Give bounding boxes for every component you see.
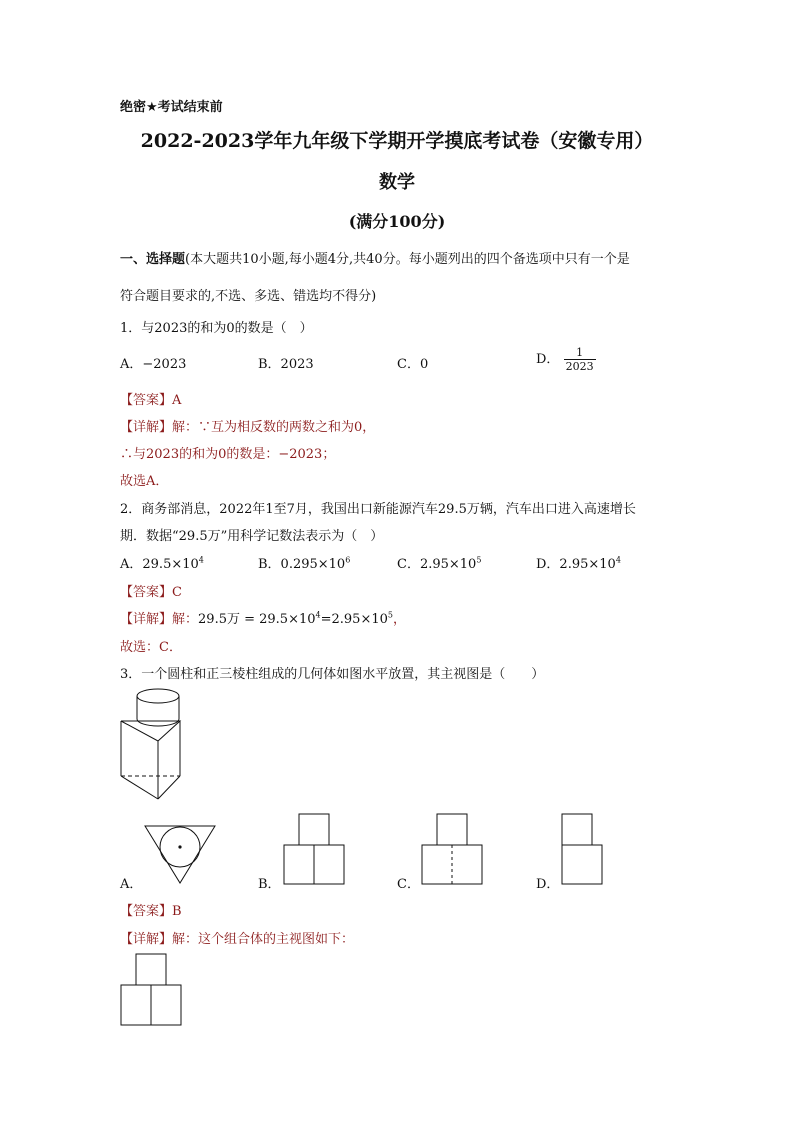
answer-value: A <box>172 393 182 408</box>
detail-tag: 【详解】 <box>120 932 173 947</box>
detail-tag: 【详解】 <box>120 420 173 435</box>
exponent: 4 <box>315 610 321 620</box>
answer-value: B <box>172 904 182 919</box>
q3-option-d: D． <box>536 877 560 892</box>
q1-option-c: C．0 <box>397 357 429 372</box>
q3-option-b: B． <box>258 877 281 892</box>
q2-option-c <box>397 553 481 572</box>
exponent: 4 <box>198 555 204 565</box>
q3-option-a: A． <box>120 877 143 892</box>
q3-detail <box>120 928 354 947</box>
q3-stem: 3．一个圆柱和正三棱柱组成的几何体如图水平放置，其主视图是（ ） <box>120 667 545 682</box>
detail-text: 解：这个组合体的主视图如下： <box>172 932 355 947</box>
exam-title: 2022-2023学年九年级下学期开学摸底考试卷（安徽专用） <box>140 130 654 152</box>
q3-answer <box>120 900 182 919</box>
q2-option-d <box>536 553 621 572</box>
q2-answer <box>120 581 182 600</box>
answer-tag: 【答案】 <box>120 585 173 600</box>
detail-tag: 【详解】 <box>120 612 173 627</box>
confidential-mark: 绝密★考试结束前 <box>120 100 223 115</box>
q2-stem-1: 2．商务部消息，2022年1至7月，我国出口新能源汽车29.5万辆，汽车出口进入高速增长 <box>120 502 636 517</box>
q1-detail-3: 故选A． <box>120 474 169 489</box>
q1-option-d-label: D． <box>536 352 560 367</box>
q1-detail-2: ∴与2023的和为0的数是：−2023； <box>120 447 336 462</box>
option-text: D．2.95×10 <box>536 557 616 572</box>
full-score: (满分100分) <box>348 212 446 231</box>
answer-value: C <box>172 585 182 600</box>
q1-detail-1 <box>120 416 375 435</box>
detail-expression-b: =2.95×10 <box>320 612 388 627</box>
detail-prefix: 解： <box>172 612 199 627</box>
section-desc-2: 符合题目要求的,不选、多选、错选均不得分) <box>120 289 377 304</box>
q3-option-d-figure <box>561 813 605 885</box>
q2-stem-2: 期．数据“29.5万”用科学记数法表示为（ ） <box>120 529 384 544</box>
section-heading-line <box>120 248 630 267</box>
detail-text: 解：∵互为相反数的两数之和为0， <box>172 420 376 435</box>
q1-option-a: A．−2023 <box>120 357 187 372</box>
q1-option-d-fraction <box>564 346 596 373</box>
q3-option-c: C． <box>397 877 420 892</box>
q3-option-c-figure <box>421 813 483 885</box>
q1-option-b: B．2023 <box>258 357 314 372</box>
answer-tag: 【答案】 <box>120 393 173 408</box>
q2-detail-1 <box>120 608 406 627</box>
exponent: 5 <box>387 610 393 620</box>
q1-option-d <box>536 346 596 373</box>
section-heading: 一、选择题 <box>120 252 186 267</box>
q2-option-b <box>258 553 350 572</box>
detail-expression-a: 29.5万 = 29.5×10 <box>198 612 316 627</box>
fraction-denominator: 2023 <box>565 360 594 373</box>
exponent: 6 <box>345 555 351 565</box>
subject-title: 数学 <box>379 172 415 193</box>
q3-option-a-figure <box>143 823 217 885</box>
option-text: B．0.295×10 <box>258 557 346 572</box>
answer-tag: 【答案】 <box>120 904 173 919</box>
detail-end: ， <box>392 612 406 627</box>
q2-detail-2: 故选：C． <box>120 640 182 655</box>
exponent: 5 <box>476 555 482 565</box>
option-text: A．29.5×10 <box>120 557 199 572</box>
section-desc-1: (本大题共10小题,每小题4分,共40分。每小题列出的四个备选项中只有一个是 <box>185 252 630 267</box>
q3-answer-figure <box>120 953 182 1026</box>
q1-stem: 1．与2023的和为0的数是（ ） <box>120 321 313 336</box>
option-text: C．2.95×10 <box>397 557 477 572</box>
solid-figure <box>118 686 198 804</box>
q3-option-b-figure <box>283 813 345 885</box>
q2-option-a <box>120 553 204 572</box>
exponent: 4 <box>615 555 621 565</box>
q1-answer <box>120 389 181 408</box>
fraction-numerator: 1 <box>564 346 596 360</box>
